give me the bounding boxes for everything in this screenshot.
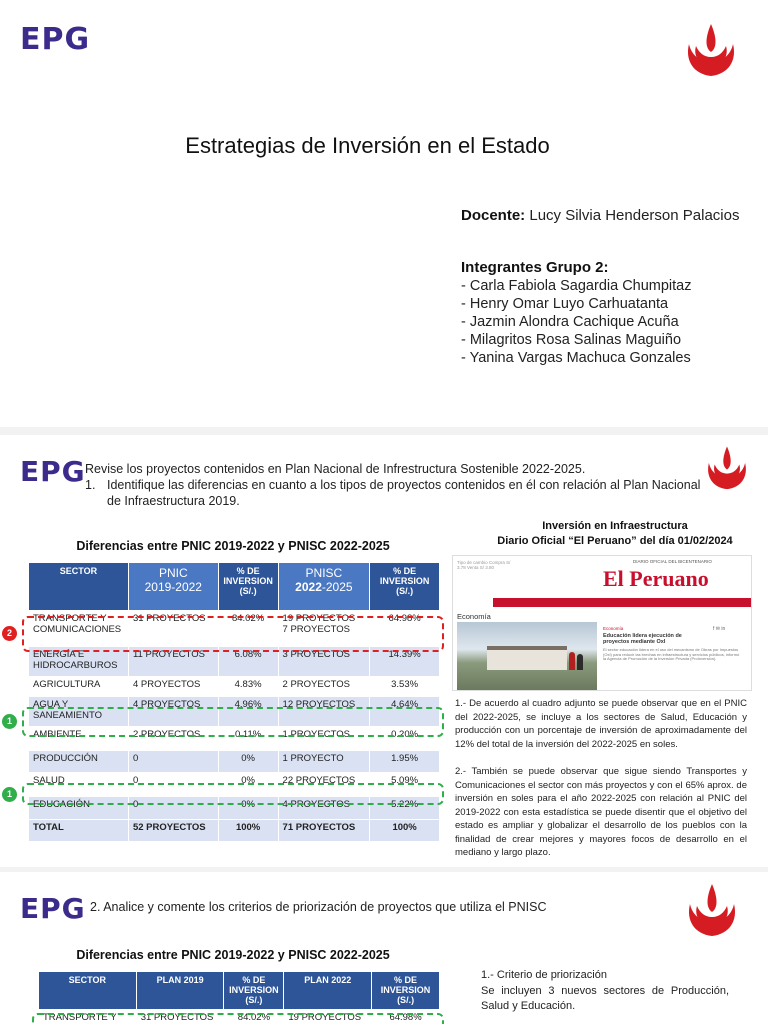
- pnisc-year: 2022: [295, 580, 322, 594]
- cell-pnic: 0: [128, 797, 218, 820]
- question-2: 2. Analice y comente los criterios de priorización de proyectos que utiliza el PNISC: [90, 900, 547, 914]
- cell-pct2: 5.22%: [370, 797, 440, 820]
- table-header-row: [39, 972, 440, 1010]
- docente-name: Lucy Silvia Henderson Palacios: [529, 207, 740, 224]
- cell-plan2022: 19 PROYECTOS: [284, 1010, 372, 1024]
- person-figure: [577, 654, 583, 670]
- question-item-1: [85, 477, 705, 509]
- cell-sector: TOTAL: [29, 820, 129, 842]
- cell-pnisc: 71 PROYECTOS: [278, 820, 370, 842]
- cell-pct2: 14.39%: [370, 647, 440, 677]
- pnic-label: PNIC: [158, 566, 188, 580]
- cell-pct1: 0%: [218, 773, 278, 797]
- member-item: - Jazmin Alondra Cachique Acuña: [461, 314, 679, 330]
- cell-pct1: 0%: [218, 797, 278, 820]
- news-nav: [493, 598, 752, 612]
- news-nav-item: ESPECIALES: [666, 607, 692, 612]
- badge-agua: 1: [2, 714, 17, 729]
- table-header-row: [29, 563, 440, 611]
- col-header-plan2019: PLAN 2019: [136, 972, 224, 1010]
- news-nav-item: DERECHO: [524, 607, 545, 612]
- cell-pnisc: 4 PROYECTOS: [278, 797, 370, 820]
- cell-pnisc: 22 PROYECTOS: [278, 773, 370, 797]
- criteria-title: 1.- Criterio de priorización: [481, 969, 607, 981]
- epg-logo: EPG: [20, 455, 86, 488]
- news-nav-item: ACTUALIDAD: [595, 607, 621, 612]
- highlight-agua: [22, 707, 444, 737]
- cell-pct2: 3.53%: [370, 677, 440, 697]
- cell-pct2: 100%: [370, 820, 440, 842]
- question-intro: [85, 461, 705, 509]
- pnisc-label: PNISC: [305, 566, 343, 580]
- badge-salud: 1: [2, 787, 17, 802]
- cell-pnic: 2 PROYECTOS: [128, 727, 218, 751]
- table-row: [29, 677, 440, 697]
- cell-pct1: 100%: [218, 820, 278, 842]
- cell-sector: EDUCACIÓN: [29, 797, 129, 820]
- col-header-sector: SECTOR: [29, 563, 129, 611]
- epg-logo: EPG: [20, 892, 86, 925]
- news-masthead: El Peruano: [603, 566, 709, 591]
- slide-question-2: [0, 872, 768, 1024]
- news-heading: [465, 519, 765, 549]
- cell-pct2: 5.09%: [370, 773, 440, 797]
- cell-pnisc-line1: 19 PROYECTOS: [282, 613, 356, 624]
- cell-sector: TRANSPORTE Y: [39, 1010, 137, 1024]
- highlight-transport: [22, 616, 444, 652]
- upc-logo-icon: [683, 20, 739, 78]
- cell-pnic: 52 PROYECTOS: [128, 820, 218, 842]
- person-figure: [569, 652, 575, 670]
- news-nav-item: ECONOMÍA: [559, 607, 581, 612]
- member-item: - Carla Fabiola Sagardia Chumpitaz: [461, 278, 692, 294]
- page-title: Estrategias de Inversión en el Estado: [185, 133, 550, 158]
- news-nav-item: OPINIÓN: [635, 607, 653, 612]
- slide-title: [0, 0, 768, 425]
- analysis-paragraph-2: 2.- También se puede observar que sigue siendo Transportes y Comunicaciones el sector con más proyectos y con el 65% aprox. de inversión en soles para el año 2022-2025 con relación al PNIC del 2019-2022 con esta estadística se puede disentir que el objetivo del estado es ampliar y globalizar el desarrollo de los pueblos con la finalidad de crear mejores y mayores focos de desarrollo en el mediano y largo plazo.: [455, 766, 747, 858]
- cell-pct2: 1.95%: [370, 751, 440, 773]
- cell-sector: ENERGÍA E HIDROCARBUROS: [29, 647, 129, 677]
- cell-pnisc: 12 PROYECTOS: [278, 697, 370, 727]
- news-exchange-rate: Tipo de cambio Compra S/ 3.78 Venta S/ 3.80: [457, 560, 511, 570]
- news-heading-line2: Diario Oficial “El Peruano” del día 01/02/2024: [497, 535, 733, 547]
- criteria-body: Se incluyen 3 nuevos sectores de Producción, Salud y Educación.: [481, 984, 729, 1012]
- cell-pct1: 84.02%: [218, 611, 278, 647]
- news-subtitle: DIARIO OFICIAL DEL BICENTENARIO: [633, 559, 712, 564]
- newspaper-screenshot: [452, 555, 752, 691]
- docente-label: Docente:: [461, 207, 526, 224]
- cell-pnisc: 1 PROYECTOS: [278, 727, 370, 751]
- col-header-pct1: % DE INVERSION (S/.): [218, 563, 278, 611]
- cell-pct1: 84.02%: [224, 1010, 284, 1024]
- slide-divider: [0, 427, 768, 435]
- col-header-pct1: % DE INVERSION (S/.): [224, 972, 284, 1010]
- table-total-row: [29, 820, 440, 842]
- docente: [461, 207, 739, 224]
- criteria-text: [481, 968, 729, 1015]
- upc-logo-icon: [684, 880, 740, 938]
- group-members: [461, 259, 692, 367]
- col-header-pct2: % DE INVERSION (S/.): [372, 972, 440, 1010]
- intro-text: Revise los proyectos contenidos en Plan Nacional de Infrestructura Sostenible 2022-2025.: [85, 462, 586, 476]
- cell-pnic: 0: [128, 751, 218, 773]
- table-title: Diferencias entre PNIC 2019-2022 y PNISC 2022-2025: [76, 539, 390, 553]
- col-header-sector: SECTOR: [39, 972, 137, 1010]
- news-photo: [457, 622, 597, 690]
- badge-transport: 2: [2, 626, 17, 641]
- cell-sector: PRODUCCIÓN: [29, 751, 129, 773]
- col-header-plan2022: PLAN 2022: [284, 972, 372, 1010]
- highlight-salud: [22, 783, 444, 805]
- cell-pct2: 0.20%: [370, 727, 440, 751]
- slide-question-1: [0, 435, 768, 867]
- cell-pct1: 6.08%: [218, 647, 278, 677]
- share-icons: f ✉ in: [713, 626, 726, 632]
- cell-pnisc: 3 PROYECTOS: [278, 647, 370, 677]
- news-headline: Educación lidera ejecución de proyectos mediante OxI: [603, 633, 682, 645]
- cell-pnic: 31 PROYECTOS: [128, 611, 218, 647]
- highlight-transport: [32, 1013, 444, 1024]
- cell-plan2019: 31 PROYECTOS: [136, 1010, 224, 1024]
- cell-pnic: 11 PROYECTOS: [128, 647, 218, 677]
- news-topbar: [453, 556, 752, 596]
- cell-pnic: 0: [128, 773, 218, 797]
- news-nav-item: MUNDO: [705, 607, 721, 612]
- table-title: Diferencias entre PNIC 2019-2022 y PNISC 2022-2025: [76, 948, 390, 962]
- pnic-period: 2019-2022: [144, 580, 202, 594]
- col-header-pct2: % DE INVERSION (S/.): [370, 563, 440, 611]
- cell-pct1: 0.11%: [218, 727, 278, 751]
- cell-pnisc-line2: 7 PROYECTOS: [282, 624, 350, 635]
- member-item: - Henry Omar Luyo Carhuatanta: [461, 296, 669, 312]
- cell-pct1: 4.96%: [218, 697, 278, 727]
- member-item: - Yanina Vargas Machuca Gonzales: [461, 350, 691, 366]
- cell-sector: AMBIENTE: [29, 727, 129, 751]
- news-body: El sector educación lidera en el uso del mecanismo de Obras por Impuestos (OxI) para reducir las brechas en infraestructura y servicios públicos, informó la Agencia de Promoción de la Inversión Privada (ProInversión).: [603, 647, 740, 661]
- cell-pnic: 4 PROYECTOS: [128, 697, 218, 727]
- cell-pct2: 64.98%: [370, 611, 440, 647]
- cell-pnic: 4 PROYECTOS: [128, 677, 218, 697]
- item-text: Identifique las diferencias en cuanto a los tipos de proyectos contenidos en él con relación al Plan Nacional de Infraestructura 2019.: [107, 478, 701, 508]
- cell-sector: AGRICULTURA: [29, 677, 129, 697]
- cell-sector: SALUD: [29, 773, 129, 797]
- news-tag: Economía: [603, 626, 624, 631]
- cell-sector: TRANSPORTE Y COMUNICACIONES: [29, 611, 129, 647]
- cell-pnisc: 2 PROYECTOS: [278, 677, 370, 697]
- school-building: [487, 646, 567, 670]
- cell-pct2: 4.64%: [370, 697, 440, 727]
- news-nav-item: INICIO: [498, 607, 511, 612]
- pnisc-period: -2025: [321, 580, 353, 594]
- table-row: [29, 751, 440, 773]
- epg-logo: EPG: [20, 22, 91, 57]
- col-header-pnisc: [278, 563, 370, 611]
- cell-pct1: 0%: [218, 751, 278, 773]
- cell-sector: AGUA Y SANEAMIENTO: [29, 697, 129, 727]
- item-number: 1.: [85, 478, 96, 492]
- analysis-paragraph-1: 1.- De acuerdo al cuadro adjunto se puede observar que en el PNIC del 2022-2025, se incluye a los sectores de Salud, Educación y producción con un porcentaje de inversión de aproximadamente del 12% del total de la inversión del 2022-2025 en soles.: [455, 698, 747, 750]
- cell-pct2: 64.98%: [372, 1010, 440, 1024]
- group-heading: Integrantes Grupo 2:: [461, 259, 609, 276]
- cell-pnisc: 1 PROYECTO: [278, 751, 370, 773]
- member-item: - Milagritos Rosa Salinas Maguiño: [461, 332, 682, 348]
- news-heading-line1: Inversión en Infraestructura: [542, 520, 688, 532]
- upc-logo-icon: [704, 443, 750, 491]
- news-section: Economía: [457, 612, 491, 621]
- cell-pct1: 4.83%: [218, 677, 278, 697]
- col-header-pnic: [128, 563, 218, 611]
